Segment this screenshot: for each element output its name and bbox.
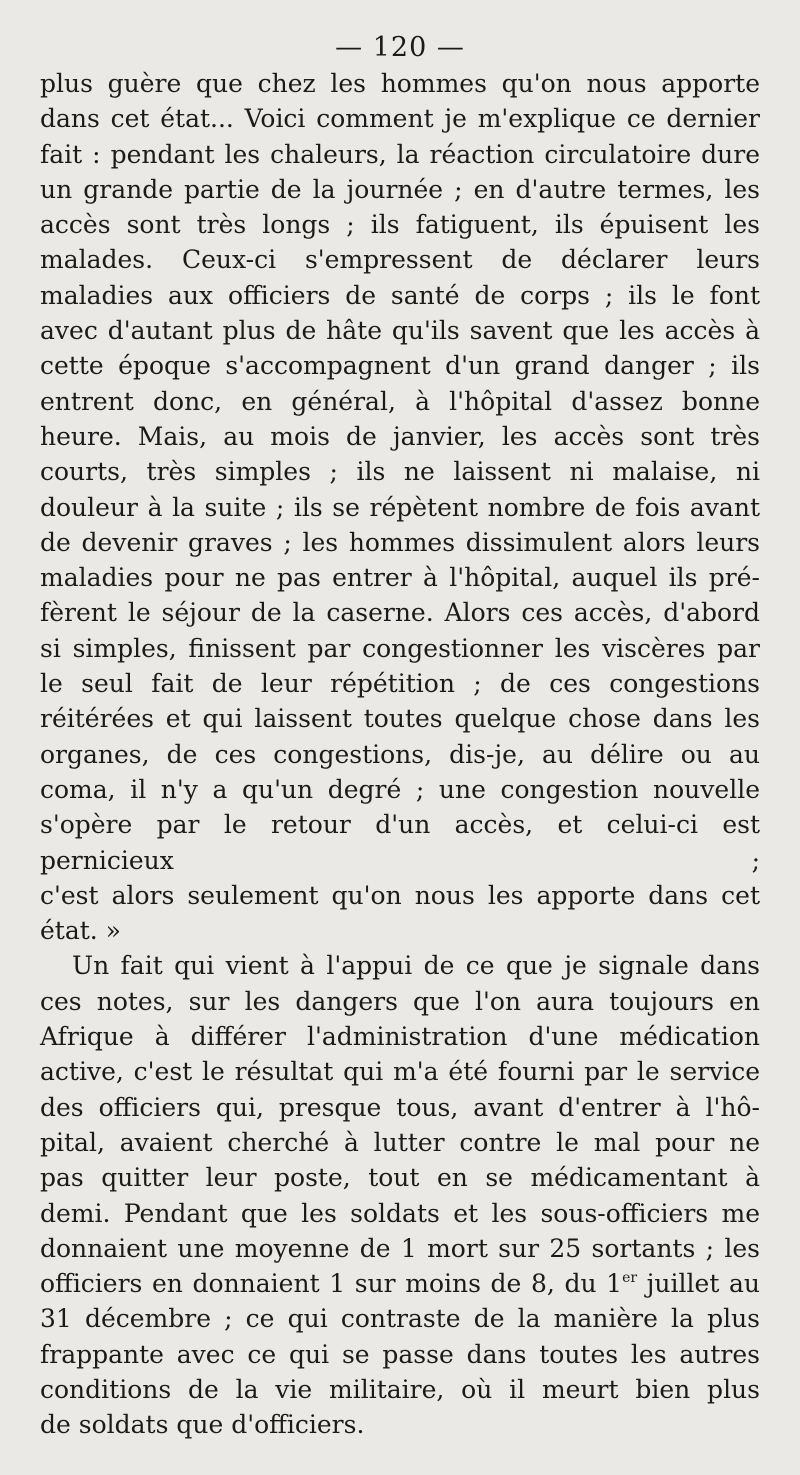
text-line: état. » <box>40 916 121 946</box>
text-line: maladies pour ne pas entrer à l'hôpital, auquel ils pré- <box>40 563 760 593</box>
text-line: malades. Ceux-ci s'empressent de déclarer leurs <box>40 245 760 275</box>
text-line: conditions de la vie militaire, où il meurt bien plus <box>40 1374 760 1404</box>
text-line: courts, très simples ; ils ne laissent ni malaise, ni <box>40 457 760 487</box>
text-line: réitérées et qui laissent toutes quelque chose dans les <box>40 704 760 734</box>
text-line: Un fait qui vient à l'appui de ce que je signale dans <box>72 951 760 981</box>
text-line: c'est alors seulement qu'on nous les apporte dans cet <box>40 880 760 910</box>
text-segment: officiers en donnaient 1 sur moins de 8, du 1 <box>40 1269 623 1299</box>
text-line: accès sont très longs ; ils fatiguent, ils épuisent les <box>40 210 760 240</box>
text-line: fèrent le séjour de la caserne. Alors ces accès, d'abord <box>40 598 760 628</box>
text-line: active, c'est le résultat qui m'a été fourni par le service <box>40 1057 760 1087</box>
text-segment: juillet au <box>637 1269 760 1299</box>
text-line: pital, avaient cherché à lutter contre le mal pour ne <box>40 1127 760 1157</box>
text-line: fait : pendant les chaleurs, la réaction circulatoire dure <box>40 139 760 169</box>
text-line: organes, de ces congestions, dis-je, au délire ou au <box>40 739 760 769</box>
text-line: dans cet état... Voici comment je m'explique ce dernier <box>40 104 760 134</box>
text-line: donnaient une moyenne de 1 mort sur 25 sortants ; les <box>40 1233 760 1263</box>
text-line: le seul fait de leur répétition ; de ces congestions <box>40 669 760 699</box>
text-line: pas quitter leur poste, tout en se médicamentant à <box>40 1163 760 1193</box>
page-number: — 120 — <box>335 32 465 63</box>
text-line: maladies aux officiers de santé de corps ; ils le font <box>40 280 760 310</box>
text-line: de devenir graves ; les hommes dissimulent alors leurs <box>40 527 760 557</box>
text-line: entrent donc, en général, à l'hôpital d'assez bonne <box>40 386 760 416</box>
text-line: de soldats que d'officiers. <box>40 1410 365 1440</box>
superscript-ordinal: er <box>622 1270 638 1287</box>
text-line: si simples, finissent par congestionner les viscères par <box>40 633 760 663</box>
text-line: un grande partie de la journée ; en d'autre termes, les <box>40 174 760 204</box>
text-line: heure. Mais, au mois de janvier, les accès sont très <box>40 421 760 451</box>
text-line: demi. Pendant que les soldats et les sous-officiers me <box>40 1198 760 1228</box>
text-line: des officiers qui, presque tous, avant d'entrer à l'hô- <box>40 1092 760 1122</box>
text-line: 31 décembre ; ce qui contraste de la manière la plus <box>40 1304 760 1334</box>
text-line: s'opère par le retour d'un accès, et celui-ci est pernicieux ; <box>40 810 760 875</box>
text-line-with-superscript <box>40 1266 760 1301</box>
text-line: Afrique à différer l'administration d'une médication <box>40 1022 760 1052</box>
text-line: avec d'autant plus de hâte qu'ils savent que les accès à <box>40 316 760 346</box>
text-line: ces notes, sur les dangers que l'on aura toujours en <box>40 986 760 1016</box>
body-text <box>40 66 760 1443</box>
text-line: cette époque s'accompagnent d'un grand danger ; ils <box>40 351 760 381</box>
text-line: frappante avec ce qui se passe dans toutes les autres <box>40 1339 760 1369</box>
text-line: douleur à la suite ; ils se répètent nombre de fois avant <box>40 492 760 522</box>
text-line: coma, il n'y a qu'un degré ; une congestion nouvelle <box>40 774 760 804</box>
text-line: plus guère que chez les hommes qu'on nous apporte <box>40 69 760 98</box>
